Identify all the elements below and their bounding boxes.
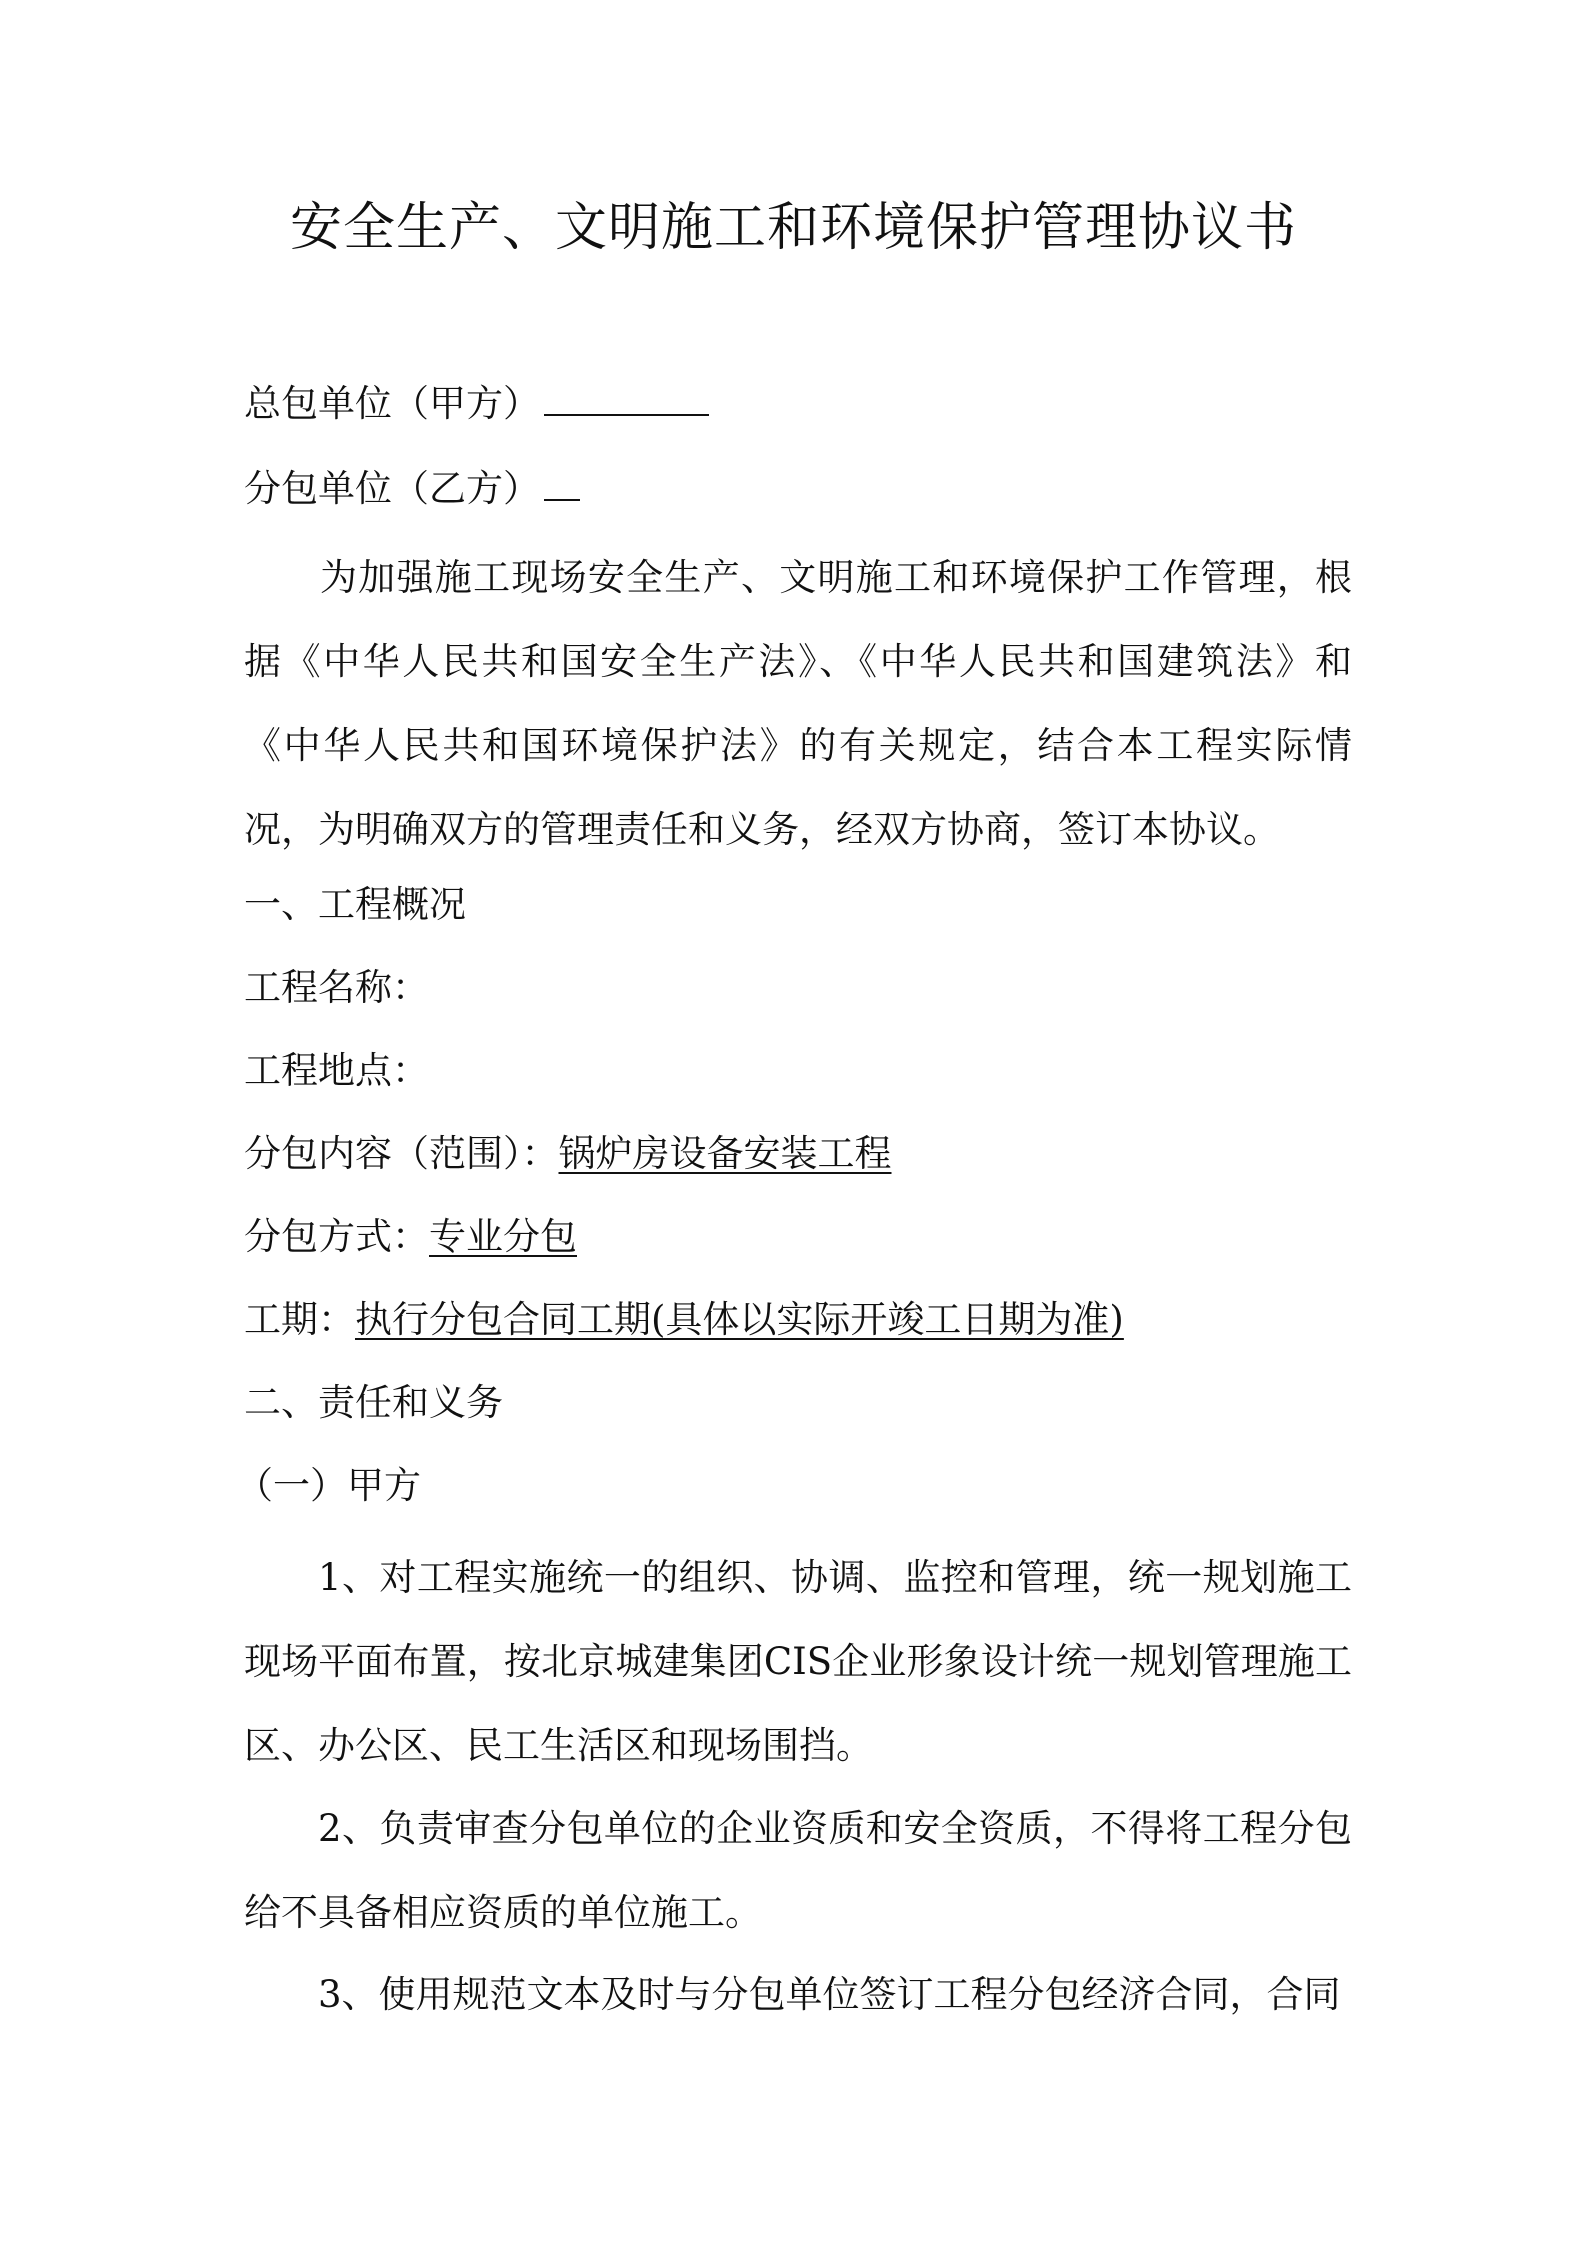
method-value: 专业分包 bbox=[429, 1215, 577, 1258]
project-location-label: 工程地点： bbox=[244, 1049, 429, 1092]
period-label: 工期： bbox=[244, 1298, 355, 1341]
document-title: 安全生产、文明施工和环境保护管理协议书 bbox=[289, 198, 1297, 258]
section1-heading: 一、工程概况 bbox=[244, 883, 466, 926]
period-value: 执行分包合同工期(具体以实际开竣工日期为准) bbox=[355, 1298, 1124, 1341]
party-a-line bbox=[244, 378, 709, 426]
party-a-label: 总包单位（甲方） bbox=[244, 382, 540, 425]
duty-item-1: 1、对工程实施统一的组织、协调、监控和管理，统一规划施工现场平面布置，按北京城建集团CIS企业形象设计统一规划管理施工区、办公区、民工生活区和现场围挡。 bbox=[244, 1556, 1352, 1767]
duty-item-2: 2、负责审查分包单位的企业资质和安全资质，不得将工程分包给不具备相应资质的单位施工。 bbox=[244, 1807, 1352, 1934]
party-b-line bbox=[244, 463, 580, 511]
section2-heading: 二、责任和义务 bbox=[244, 1381, 503, 1424]
period-line bbox=[244, 1298, 1124, 1342]
scope-line bbox=[244, 1132, 892, 1176]
duty-item-3: 3、使用规范文本及时与分包单位签订工程分包经济合同，合同 bbox=[318, 1973, 1341, 2016]
party-a-blank[interactable] bbox=[544, 378, 709, 416]
party-a-subheading: （一）甲方 bbox=[236, 1464, 421, 1507]
project-name-label: 工程名称： bbox=[244, 966, 429, 1009]
method-label: 分包方式： bbox=[244, 1215, 429, 1258]
party-b-label: 分包单位（乙方） bbox=[244, 467, 540, 510]
intro-paragraph: 为加强施工现场安全生产、文明施工和环境保护工作管理，根据《中华人民共和国安全生产法》、《中华人民共和国建筑法》和《中华人民共和国环境保护法》的有关规定，结合本工程实际情况，为明确双方的管理责任和义务，经双方协商，签订本协议。 bbox=[244, 556, 1352, 851]
scope-label: 分包内容（范围）： bbox=[244, 1132, 559, 1175]
scope-value: 锅炉房设备安装工程 bbox=[558, 1132, 892, 1175]
party-b-blank[interactable] bbox=[544, 463, 580, 501]
method-line bbox=[244, 1215, 577, 1259]
